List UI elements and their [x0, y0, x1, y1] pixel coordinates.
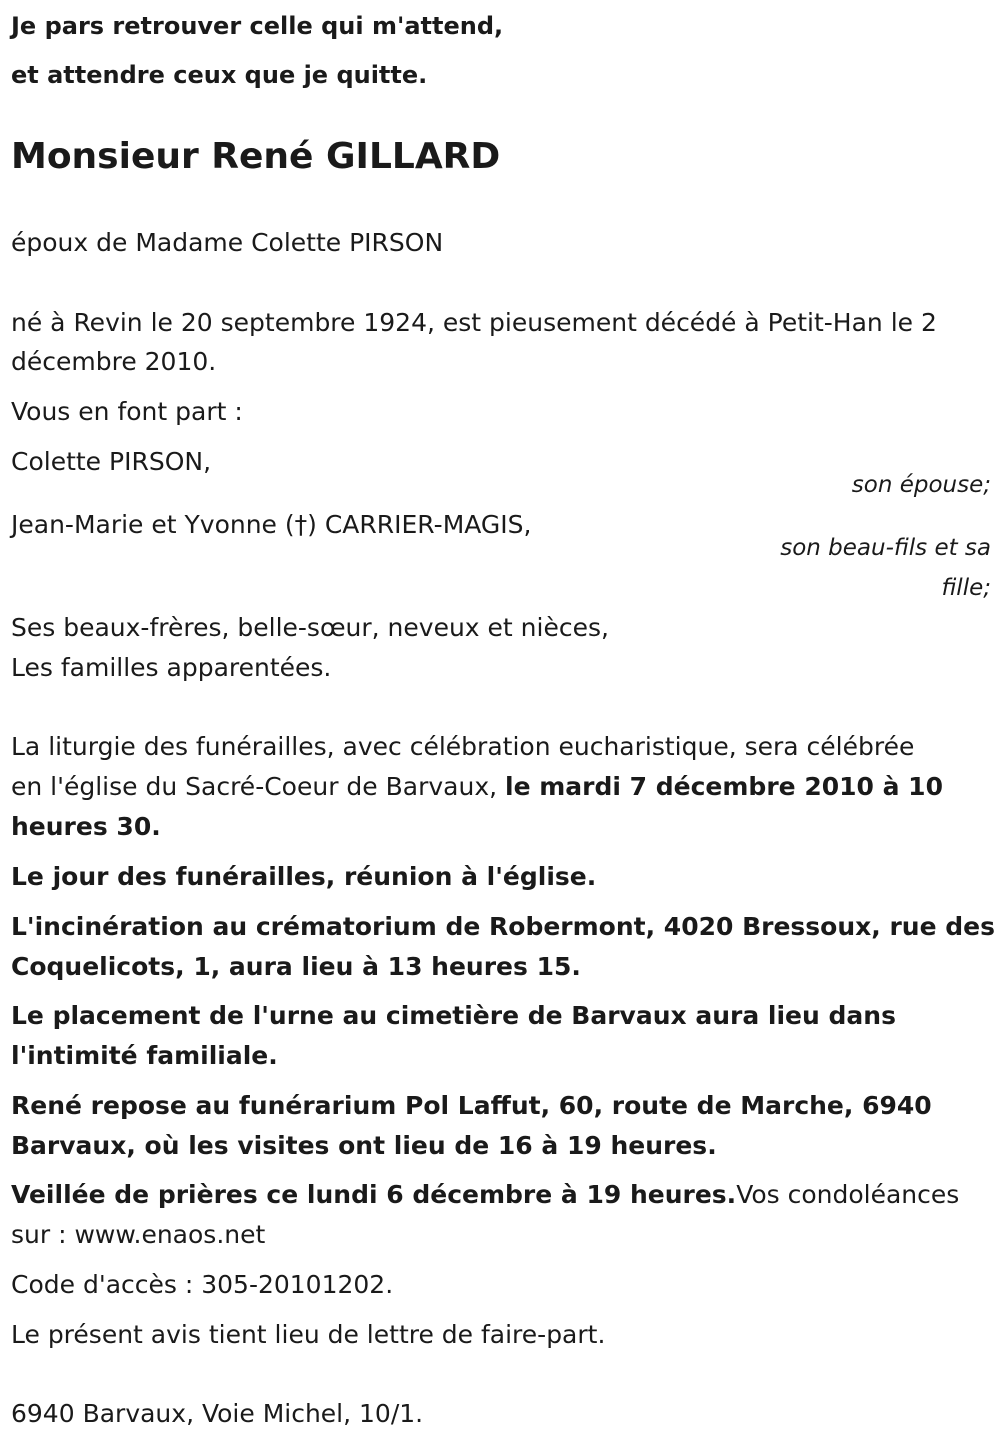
birth-death-line-1: né à Revin le 20 septembre 1924, est pieusement décédé à Petit-Han le 2: [11, 308, 937, 337]
family-member-relation-line-1: son beau-fils et sa: [780, 535, 991, 561]
birth-death-line-2: décembre 2010.: [11, 347, 217, 376]
family-member-relation-line-2: fille;: [941, 575, 991, 601]
family-intro: Vous en font part :: [11, 397, 243, 426]
vigil-info: Veillée de prières ce lundi 6 décembre à 19 heures.: [11, 1180, 737, 1209]
access-code: Code d'accès : 305-20101202.: [11, 1270, 394, 1299]
epigraph-line-1: Je pars retrouver celle qui m'attend,: [11, 12, 504, 40]
other-relatives-line-1: Ses beaux-frères, belle-sœur, neveux et nièces,: [11, 613, 609, 642]
address: 6940 Barvaux, Voie Michel, 10/1.: [11, 1399, 424, 1428]
deceased-name: Monsieur René GILLARD: [11, 136, 501, 177]
family-member-name: Jean-Marie et Yvonne (†) CARRIER-MAGIS,: [11, 510, 532, 539]
condolences-label: Vos condoléances: [736, 1180, 960, 1209]
incineration-line-2: Coquelicots, 1, aura lieu à 13 heures 15.: [11, 952, 581, 981]
family-member-relation: son épouse;: [851, 472, 991, 498]
notice-statement: Le présent avis tient lieu de lettre de faire-part.: [11, 1320, 606, 1349]
liturgy-line-3: heures 30.: [11, 812, 161, 841]
rest-line-2: Barvaux, où les visites ont lieu de 16 à 19 heures.: [11, 1131, 717, 1160]
epigraph-line-2: et attendre ceux que je quitte.: [11, 61, 428, 89]
urn-line-1: Le placement de l'urne au cimetière de Barvaux aura lieu dans: [11, 1001, 896, 1030]
liturgy-date: le mardi 7 décembre 2010 à 10: [505, 772, 943, 801]
liturgy-line-2: [11, 767, 943, 807]
condolences-website: sur : www.enaos.net: [11, 1220, 266, 1249]
spouse-line: époux de Madame Colette PIRSON: [11, 228, 444, 257]
rest-line-1: René repose au funérarium Pol Laffut, 60, route de Marche, 6940: [11, 1091, 932, 1120]
meeting-info: Le jour des funérailles, réunion à l'église.: [11, 862, 597, 891]
incineration-line-1: L'incinération au crématorium de Robermont, 4020 Bressoux, rue des: [11, 912, 995, 941]
family-member-name: Colette PIRSON,: [11, 447, 212, 476]
liturgy-line-1: La liturgie des funérailles, avec célébration eucharistique, sera célébrée: [11, 732, 915, 761]
other-relatives-line-2: Les familles apparentées.: [11, 653, 332, 682]
liturgy-location: en l'église du Sacré-Coeur de Barvaux,: [11, 772, 506, 801]
urn-line-2: l'intimité familiale.: [11, 1041, 278, 1070]
vigil-line: [11, 1175, 959, 1215]
